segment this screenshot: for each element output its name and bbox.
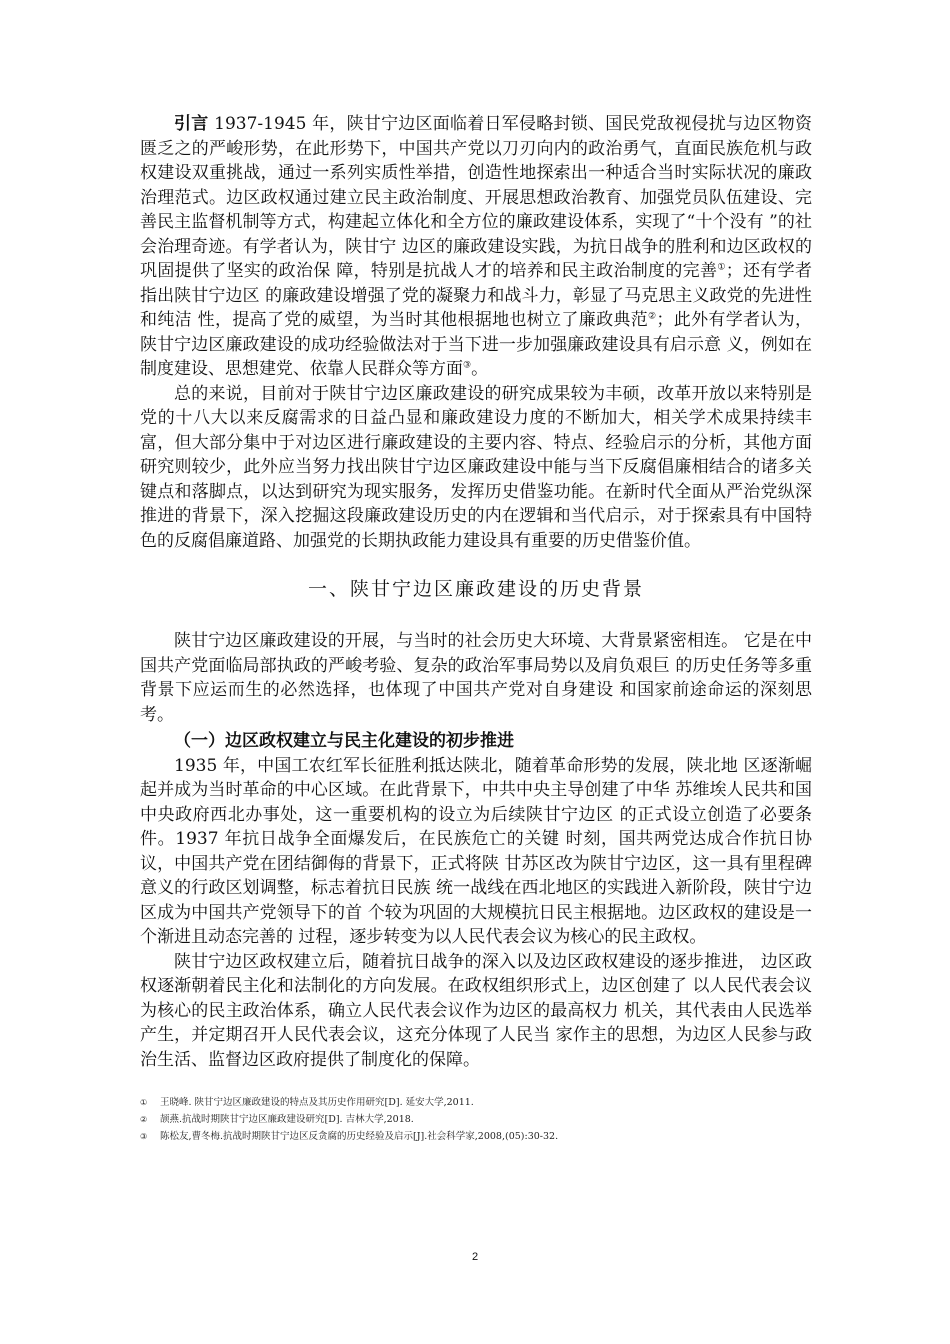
document-body	[140, 112, 812, 1072]
footnote: ② 颉燕.抗战时期陕甘宁边区廉政建设研究[D]. 吉林大学,2018.	[140, 1111, 812, 1128]
subsection-heading: （一）边区政权建立与民主化建设的初步推进	[174, 731, 514, 751]
footnote-ref-1[interactable]: ①	[717, 262, 726, 273]
intro-paragraph: 引言 1937-1945 年，陕甘宁边区面临着日军侵略封锁、国民党敌视侵扰与边区物资匮乏之的严峻形势，在此形势下，中国共产党以刀刃向内的政治勇气，直面民族危机与政权建设双重挑战，通过一系列实质性举措，创造性地探索出一种适合当时实际状况的廉政治理范式。边区政权通过建立民主政治制度、开展思想政治教育、加强党员队伍建设、完善民主监督机制等方式，构建起立体化和全方位的廉政建设体系，实现了“十个没有 ”的社会治理奇迹。有学者认为，陕甘宁 边区的廉政建设实践，为抗日战争的胜利和边区政权的巩固提供了坚实的政治保 障，特别是抗战人才的培养和民主政治制度的完善①；还有学者指出陕甘宁边区 的廉政建设增强了党的凝聚力和战斗力，彰显了马克思主义政党的先进性和纯洁 性，提高了党的威望，为当时其他根据地也树立了廉政典范②；此外有学者认为， 陕甘宁边区廉政建设的成功经验做法对于当下进一步加强廉政建设具有启示意 义，例如在制度建设、思想建党、依靠人民群众等方面③。	[140, 114, 813, 379]
intro-lead: 引言	[174, 114, 209, 134]
footnote: ① 王晓峰. 陕甘宁边区廉政建设的特点及其历史作用研究[D]. 延安大学,2011.	[140, 1094, 812, 1111]
footnote-ref-2[interactable]: ②	[648, 311, 657, 322]
footnote-mark: ①	[140, 1098, 148, 1107]
footnote-mark: ②	[140, 1115, 148, 1124]
footnote: ③ 陈松友,曹冬梅.抗战时期陕甘宁边区反贪腐的历史经验及启示[J].社会科学家,2008,(05):30-32.	[140, 1128, 812, 1145]
footnotes	[140, 1094, 812, 1145]
summary-paragraph: 总的来说，目前对于陕甘宁边区廉政建设的研究成果较为丰硕，改革开放以来特别是党的十八大以来反腐需求的日益凸显和廉政建设力度的不断加大，相关学术成果持续丰富，但大部分集中于对边区进行廉政建设的主要内容、特点、经验启示的分析，其他方面研究则较少，此外应当努力找出陕甘宁边区廉政建设中能与当下反腐倡廉相结合的诸多关键点和落脚点，以达到研究为现实服务，发挥历史借鉴功能。在新时代全面从严治党纵深推进的背景下，深入挖掘这段廉政建设历史的内在逻辑和当代启示，对于探索具有中国特色的反腐倡廉道路、加强党的长期执政能力建设具有重要的历史借鉴价值。	[140, 383, 812, 551]
footnote-ref-3[interactable]: ③	[463, 360, 472, 371]
page-number: 2	[471, 1251, 479, 1263]
subsection-paragraph-1: 1935 年，中国工农红军长征胜利抵达陕北，随着革命形势的发展，陕北地 区逐渐崛起并成为当时革命的中心区域。在此背景下，中共中央主导创建了中华 苏维埃人民共和国中央政府西北办事处，这一重要机构的设立为后续陕甘宁边区 的正式设立创造了必要条件。1937 年抗日战争全面爆发后，在民族危亡的关键 时刻，国共两党达成合作抗日协议，中国共产党在团结御侮的背景下，正式将陕 甘苏区改为陕甘宁边区，这一具有里程碑意义的行政区划调整，标志着抗日民族 统一战线在西北地区的实践进入新阶段，陕甘宁边区成为中国共产党领导下的首 个较为巩固的大规模抗日民主根据地。边区政权的建设是一个渐进且动态完善的 过程，逐步转变为以人民代表会议为核心的民主政权。	[140, 755, 812, 947]
section-paragraph: 陕甘宁边区廉政建设的开展，与当时的社会历史大环境、大背景紧密相连。 它是在中国共产党面临局部执政的严峻考验、复杂的政治军事局势以及肩负艰巨 的历史任务等多重背景下应运而生的必然选择，也体现了中国共产党对自身建设 和国家前途命运的深刻思考。	[140, 631, 812, 725]
subsection-paragraph-2: 陕甘宁边区政权建立后，随着抗日战争的深入以及边区政权建设的逐步推进， 边区政权逐渐朝着民主化和法制化的方向发展。在政权组织形式上，边区创建了 以人民代表会议为核心的民主政治体系，确立人民代表会议作为边区的最高权力 机关，其代表由人民选举产生，并定期召开人民代表会议，这充分体现了人民当 家作主的思想，为边区人民参与政治生活、监督边区政府提供了制度化的保障。	[140, 951, 812, 1070]
footnote-mark: ③	[140, 1132, 148, 1141]
section-heading: 一、陕甘宁边区廉政建设的历史背景	[307, 578, 644, 600]
